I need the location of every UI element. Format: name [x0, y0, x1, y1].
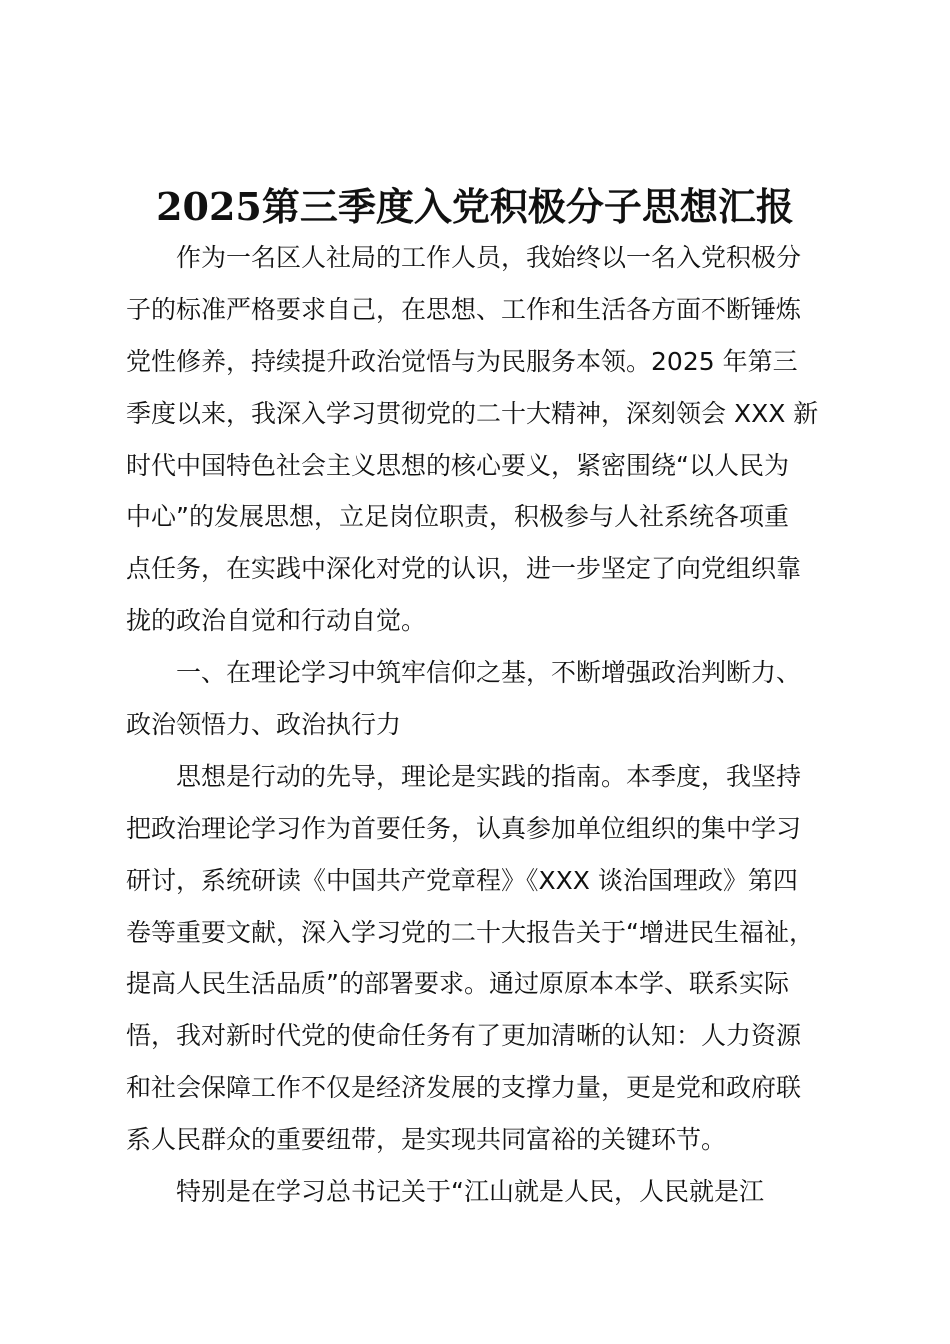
section-heading-line: 一、在理论学习中筑牢信仰之基，不断增强政治判断力、 [176, 658, 802, 688]
paragraph-line: 和社会保障工作不仅是经济发展的支撑力量，更是党和政府联 [126, 1073, 802, 1103]
paragraph-line: 中心”的发展思想，立足岗位职责，积极参与人社系统各项重 [126, 502, 789, 532]
paragraph-line: 卷等重要文献，深入学习党的二十大报告关于“增进民生福祉， [126, 917, 814, 947]
paragraph-line: 悟，我对新时代党的使命任务有了更加清晰的认知：人力资源 [126, 1021, 802, 1051]
paragraph-line: 系人民群众的重要纽带，是实现共同富裕的关键环节。 [126, 1125, 727, 1155]
document-title: 2025第三季度入党积极分子思想汇报 [156, 184, 794, 229]
paragraph-line: 季度以来，我深入学习贯彻党的二十大精神，深刻领会 XXX 新 [126, 398, 819, 428]
document-body [126, 232, 836, 1218]
paragraph-line: 思想是行动的先导，理论是实践的指南。本季度，我坚持 [176, 761, 802, 791]
paragraph-line: 提高人民生活品质”的部署要求。通过原原本本学、联系实际 [126, 969, 789, 999]
paragraph-line: 拢的政治自觉和行动自觉。 [126, 606, 427, 636]
section-heading-line: 政治领悟力、政治执行力 [126, 710, 402, 740]
paragraph-line: 特别是在学习总书记关于“江山就是人民，人民就是江 [176, 1177, 764, 1207]
paragraph-line: 作为一名区人社局的工作人员，我始终以一名入党积极分 [176, 243, 802, 272]
paragraph-line: 研讨，系统研读《中国共产党章程》《XXX 谈治国理政》第四 [126, 865, 798, 895]
paragraph-line: 点任务，在实践中深化对党的认识，进一步坚定了向党组织靠 [126, 554, 802, 584]
paragraph-line: 子的标准严格要求自己，在思想、工作和生活各方面不断锤炼 [126, 294, 802, 324]
paragraph-line: 把政治理论学习作为首要任务，认真参加单位组织的集中学习 [126, 813, 802, 843]
paragraph-line: 党性修养，持续提升政治觉悟与为民服务本领。2025 年第三 [126, 346, 798, 376]
paragraph-line: 时代中国特色社会主义思想的核心要义，紧密围绕“以人民为 [126, 450, 789, 480]
